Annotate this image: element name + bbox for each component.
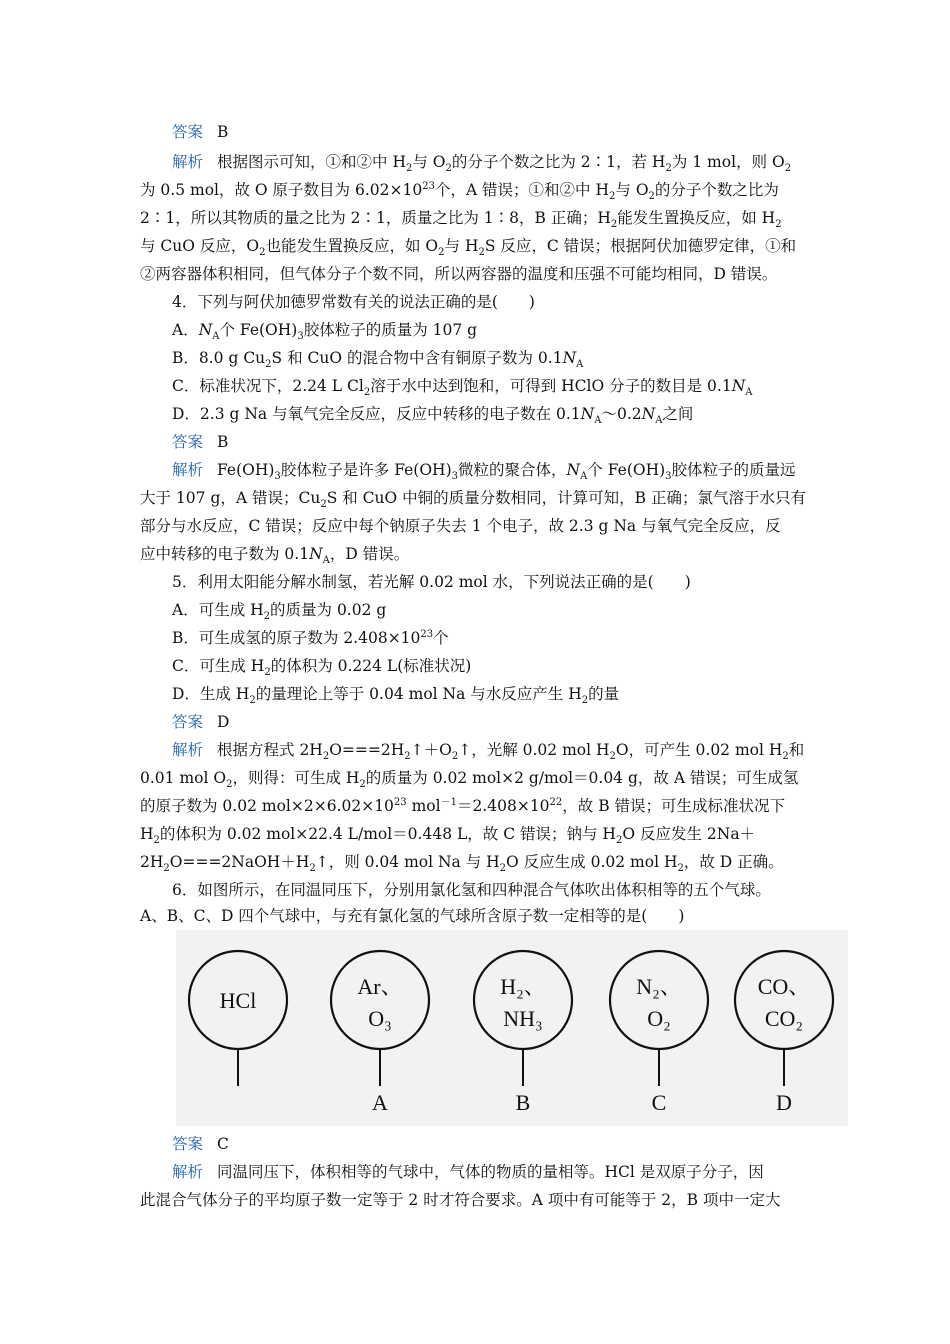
- q4-option-b: B．8.0 g $Cu_2S$ 和 CuO 的混合物中含有铜原子数为 $0.1N_A$: [172, 349, 584, 371]
- q4-analysis-line-3: 部分与水反应，C 错误；反应中每个钠原子失去 1 个电子，故 2.3 g Na 与氧气完全反应，反: [140, 517, 781, 535]
- q3-analysis-line-4: 与 CuO 反应，$O_2$也能发生置换反应，如 $O_2$与 $H_2S$ 反应，C 错误；根据阿伏加德罗定律，①和: [140, 237, 797, 259]
- balloon-gas-2: NH₃: [503, 1006, 543, 1031]
- answer-value: B: [217, 433, 229, 451]
- q4-analysis-line-1: 解析 $Fe(OH)_3$胶体粒子是许多 $Fe(OH)_3$微粒的聚合体，$N_A$个 $Fe(OH)_3$胶体粒子的质量远: [172, 461, 796, 483]
- answer-label: 答案: [172, 433, 204, 451]
- answer-label: 答案: [172, 1135, 204, 1153]
- q6-analysis-line-1: 解析 同温同压下，体积相等的气球中，气体的物质的量相等。HCl 是双原子分子，因: [172, 1163, 764, 1181]
- q6-answer: [172, 1134, 229, 1154]
- balloons-svg: [176, 930, 848, 1126]
- q5-option-a: A．可生成 $H_2$的质量为 0.02 g: [172, 601, 387, 623]
- analysis-label: 解析: [172, 461, 204, 479]
- answer-value: C: [217, 1135, 229, 1153]
- balloon-gas-2: CO₂: [764, 1006, 804, 1031]
- q3-answer: [172, 122, 228, 142]
- balloon-gas-2: O₃: [368, 1006, 392, 1031]
- balloon-circle: [474, 951, 572, 1049]
- q4-analysis-line-2: 大于 107 g，A 错误；$Cu_2S$ 和 CuO 中铜的质量分数相同，计算可知，B 正确；氯气溶于水只有: [140, 489, 806, 511]
- analysis-label: 解析: [172, 741, 204, 759]
- balloon-label: D: [776, 1090, 792, 1115]
- balloon-gas-1: H₂、: [500, 974, 546, 999]
- q5-analysis-line-4: $H_2$的体积为 0.02 mol×22.4 L/mol＝0.448 L，故 C 错误；钠与 $H_2O$ 反应发生 2Na＋: [140, 825, 756, 847]
- q5-analysis-line-1: 解析 根据方程式 $2H_2O===2H_2↑+O_2↑$，光解 0.02 mol $H_2O$，可产生 0.02 mol $H_2$和: [172, 741, 805, 763]
- q6-analysis-line-2: 此混合气体分子的平均原子数一定等于 2 时才符合要求。A 项中有可能等于 2，B 项中一定大: [140, 1191, 781, 1209]
- q6-stem-line-2: A、B、C、D 四个气球中，与充有氯化氢的气球所含原子数一定相等的是( ): [140, 907, 685, 925]
- balloon-circle: [331, 951, 429, 1049]
- analysis-label: 解析: [172, 1163, 204, 1181]
- q6-stem-line-1: 6．如图所示，在同温同压下，分别用氯化氢和四种混合气体吹出体积相等的五个气球。: [172, 881, 771, 899]
- answer-value: B: [217, 123, 229, 141]
- q3-analysis-line-1: 解析 根据图示可知，①和②中 $H_2$与 $O_2$的分子个数之比为 2∶1，若 $H_2$为 1 mol，则 $O_2$: [172, 153, 792, 175]
- balloon-circle: [610, 951, 708, 1049]
- balloon-gas-1: HCl: [219, 988, 257, 1013]
- q5-option-b: B．可生成氢的原子数为 $2.408\times 10^{23}$个: [172, 628, 449, 647]
- q5-analysis-line-5: $2H_2O===2NaOH+H_2↑$，则 0.04 mol Na 与 $H_2O$ 反应生成 0.02 mol $H_2$，故 D 正确。: [140, 853, 784, 875]
- answer-label: 答案: [172, 713, 204, 731]
- q4-option-a: A．$N_A$个 $Fe(OH)_3$胶体粒子的质量为 107 g: [172, 321, 478, 343]
- q4-stem: 4．下列与阿伏加德罗常数有关的说法正确的是( ): [172, 293, 535, 311]
- q5-stem: 5．利用太阳能分解水制氢，若光解 0.02 mol 水，下列说法正确的是( ): [172, 573, 691, 591]
- balloon-label: C: [651, 1090, 667, 1115]
- q4-option-d: D．2.3 g Na 与氧气完全反应，反应中转移的电子数在 $0.1N_A\sim 0.2N_A$之间: [172, 405, 694, 427]
- q5-option-d: D．生成 $H_2$的量理论上等于 0.04 mol Na 与水反应产生 $H_2$的量: [172, 685, 620, 707]
- q3-analysis-line-2: 为 0.5 mol，故 O 原子数目为 $6.02\times 10^{23}$个，A 错误；①和②中 $H_2$与 $O_2$的分子个数之比为: [140, 180, 779, 203]
- balloon-c: [610, 951, 708, 1115]
- balloon-a: [331, 951, 429, 1115]
- q4-analysis-line-4: 应中转移的电子数为 $0.1N_A$，D 错误。: [140, 545, 410, 567]
- balloon-d: [735, 951, 833, 1115]
- q5-analysis-line-3: 的原子数为 0.02 $mol\times 2\times 6.02\times 10^{23}$ $mol^{-1}=2.408\times 10^{22}$，故 B 错误；可生成标准状况下: [140, 796, 786, 815]
- balloon-label: B: [515, 1090, 531, 1115]
- balloon-gas-1: CO、: [757, 974, 811, 999]
- q4-answer: [172, 432, 228, 452]
- q3-analysis-line-3: 2∶1，所以其物质的量之比为 2∶1，质量之比为 1∶8，B 正确；$H_2$能发生置换反应，如 $H_2$: [140, 209, 782, 231]
- q5-analysis-line-2: 0.01 mol $O_2$，则得：可生成 $H_2$的质量为 0.02 mol×2 g/mol＝0.04 g，故 A 错误；可生成氢: [140, 769, 799, 791]
- q5-option-c: C．可生成 $H_2$的体积为 0.224 L(标准状况): [172, 657, 472, 679]
- answer-value: D: [217, 713, 230, 731]
- balloon-b: [474, 951, 572, 1115]
- balloon-gas-2: O₂: [647, 1006, 671, 1031]
- analysis-label: 解析: [172, 153, 204, 171]
- q3-analysis-line-5: ②两容器体积相同，但气体分子个数不同，所以两容器的温度和压强不可能均相同，D 错误。: [140, 265, 778, 283]
- q5-answer: [172, 712, 229, 732]
- balloon-gas-1: Ar、: [357, 974, 403, 999]
- balloons-figure: [176, 930, 848, 1126]
- balloon-gas-1: N₂、: [636, 974, 682, 999]
- q4-option-c: C．标准状况下，2.24 L $Cl_2$溶于水中达到饱和，可得到 HClO 分子的数目是 $0.1N_A$: [172, 377, 753, 399]
- balloon-circle: [735, 951, 833, 1049]
- balloon-label: A: [372, 1090, 388, 1115]
- balloon-hcl: [189, 951, 287, 1086]
- answer-label: 答案: [172, 123, 204, 141]
